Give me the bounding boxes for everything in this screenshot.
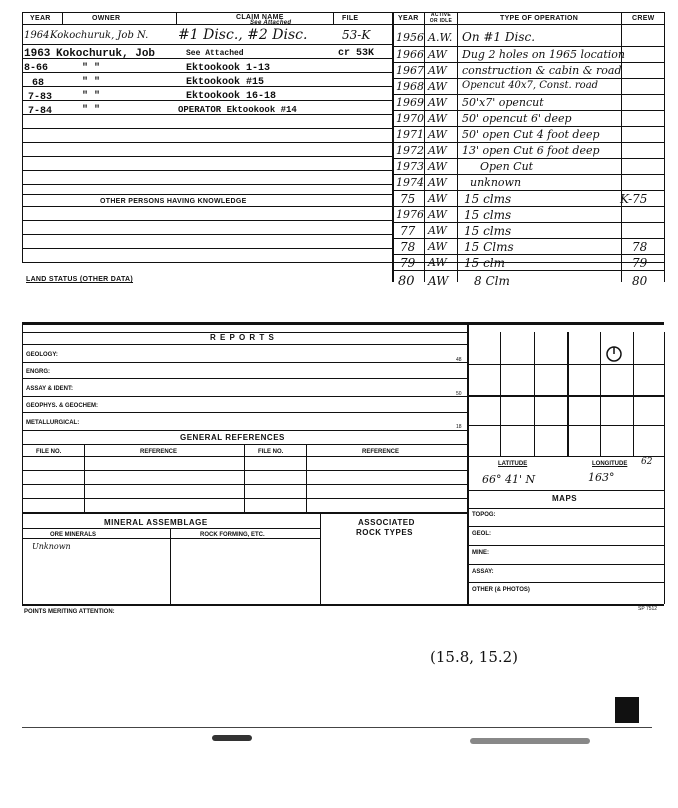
op-type: 15 clms [464, 224, 512, 238]
claim-name: See Attached [186, 49, 244, 58]
scan-smudge [470, 738, 590, 744]
op-type: On #1 Disc. [462, 30, 536, 44]
left-border [22, 322, 23, 604]
claim-stamp: See Attached [250, 20, 292, 26]
row-line [22, 538, 320, 539]
coordinates-note: (15.8, 15.2) [430, 648, 519, 666]
row-line [22, 44, 392, 45]
op-type: unknown [470, 176, 522, 189]
op-type: 15 clms [464, 208, 512, 222]
assay-number: 50 [456, 391, 462, 397]
row-line [392, 94, 664, 95]
associated-label: ASSOCIATED [358, 518, 415, 527]
op-year: 1970 [396, 112, 424, 125]
op-type: 8 Clm [474, 274, 510, 288]
col-line [621, 24, 622, 282]
op-status: AW [428, 96, 447, 109]
mine-label: MINE: [472, 550, 489, 556]
scan-mark [615, 697, 639, 723]
rock-forming-header: ROCK FORMING, ETC. [200, 532, 265, 538]
geophys-label: GEOPHYS. & GEOCHEM: [26, 403, 99, 409]
claim-year: 7-84 [28, 106, 53, 117]
longitude-value: 163° [588, 471, 615, 484]
other-photos-label: OTHER (& PHOTOS) [472, 587, 530, 593]
row-line [392, 62, 664, 63]
op-year: 1956 [396, 31, 424, 44]
op-year: 1973 [396, 160, 424, 173]
row-line [392, 158, 664, 159]
longitude-label: LONGITUDE [592, 461, 628, 467]
op-status: AW [428, 176, 447, 189]
scan-line [22, 727, 652, 728]
op-year: 1966 [396, 48, 424, 61]
mineral-assemblage-title: MINERAL ASSEMBLAGE [104, 518, 208, 527]
points-meriting-label: POINTS MERITING ATTENTION: [24, 609, 115, 615]
assay-map-label: ASSAY: [472, 569, 494, 575]
engrg-label: ENGRG: [26, 369, 50, 375]
row-line [22, 604, 664, 606]
claim-name: Ektookook 1-13 [186, 63, 271, 74]
grid-line [467, 425, 664, 426]
grid-line [567, 332, 569, 456]
claim-owner: " " [82, 91, 101, 102]
row-line [467, 490, 664, 491]
right-border [664, 332, 665, 604]
claim-year: 1964 [24, 30, 50, 41]
op-crew: 80 [632, 274, 648, 288]
col-line [424, 12, 425, 24]
op-year: 1971 [396, 128, 424, 141]
metallurgical-label: METALLURGICAL: [26, 420, 80, 426]
claim-owner: Kokochuruk, Job [56, 48, 156, 60]
col-line [176, 12, 177, 24]
claim-file: 53-K [342, 28, 371, 42]
row-line [392, 254, 664, 255]
op-year: 1967 [396, 64, 424, 77]
op-crew: 79 [632, 256, 648, 270]
col-line [392, 12, 394, 282]
op-status: A.W. [428, 31, 453, 44]
row-line [22, 156, 392, 157]
rock-types-label: ROCK TYPES [356, 528, 414, 537]
row-line [392, 110, 664, 111]
row-line [467, 508, 664, 509]
row-line [392, 142, 664, 143]
op-type: construction & cabin & road [462, 64, 622, 77]
row-line [392, 222, 664, 223]
op-year: 75 [400, 192, 416, 206]
row-line [392, 46, 664, 47]
op-type: 50' open Cut 4 foot deep [462, 128, 600, 141]
reference-header: REFERENCE [140, 449, 178, 455]
reference-header-2: REFERENCE [362, 449, 400, 455]
op-year: 77 [400, 224, 416, 238]
op-status: AW [428, 80, 447, 93]
col-line [457, 24, 458, 282]
left-border [22, 12, 23, 262]
claim-name: Ektookook 16-18 [186, 91, 277, 102]
row-line [392, 190, 664, 191]
op-type: 13' open Cut 6 foot deep [462, 144, 600, 157]
row-line [22, 430, 467, 431]
header-active-idle: ACTIVE OR IDLE [429, 12, 453, 24]
claim-owner: " " [82, 77, 101, 88]
op-status: AW [428, 192, 447, 205]
col-line [457, 12, 458, 24]
row-line [467, 526, 664, 527]
op-status: AW [428, 274, 449, 288]
op-status: AW [428, 256, 447, 269]
land-status-label: LAND STATUS (OTHER DATA) [26, 276, 134, 283]
claim-name: Ektookook #15 [186, 77, 265, 88]
row-line [22, 234, 392, 235]
op-type: 15 clm [464, 256, 506, 270]
form-number: SP 7512 [638, 606, 658, 612]
claim-owner: " " [82, 105, 101, 116]
right-border [664, 12, 665, 282]
op-year: 1968 [396, 80, 424, 93]
grid-line [467, 456, 664, 457]
op-year: 78 [400, 240, 416, 254]
row-line [392, 78, 664, 79]
row-line [22, 396, 467, 397]
row-line [22, 362, 467, 363]
header-year: YEAR [30, 15, 51, 22]
geol-label: GEOL: [472, 531, 491, 537]
latitude-label: LATITUDE [498, 461, 528, 467]
op-status: AW [428, 208, 447, 221]
op-type: 15 Clms [464, 240, 514, 254]
row-line [392, 238, 664, 239]
longitude-extra: 62 [641, 457, 653, 467]
op-status: AW [428, 48, 447, 61]
grid-line [534, 332, 535, 456]
row-line [22, 262, 664, 263]
topog-label: TOPOG: [472, 512, 496, 518]
op-type: Opencut 40x7, Const. road [462, 80, 599, 91]
op-year: 79 [400, 256, 416, 270]
col-line [424, 24, 425, 282]
col-line [621, 12, 622, 24]
reports-title: R E P O R T S [210, 333, 275, 342]
op-status: AW [428, 112, 447, 125]
claim-name: OPERATOR Ektookook #14 [178, 105, 297, 115]
claim-owner: " " [82, 63, 101, 74]
op-status: AW [428, 128, 447, 141]
row-line [392, 206, 664, 207]
op-status: AW [428, 240, 447, 253]
op-year: 1969 [396, 96, 424, 109]
row-line [22, 528, 320, 529]
file-no-header-2: FILE NO. [258, 449, 284, 455]
op-status: AW [428, 224, 447, 237]
col-line [170, 528, 171, 604]
ore-minerals-header: ORE MINERALS [50, 532, 97, 538]
row-line [22, 184, 392, 185]
header-year2: YEAR [398, 15, 419, 22]
header-owner: OWNER [92, 15, 121, 22]
header-type-of-operation: TYPE OF OPERATION [500, 15, 579, 22]
col-line [320, 512, 321, 604]
grid-line [467, 364, 664, 365]
section-divider [22, 322, 664, 325]
location-marker-icon [604, 344, 624, 364]
claim-owner: Kokochuruk, Job N. [50, 30, 149, 41]
header-claim-name: CLAIM NAME [236, 14, 284, 21]
op-status: AW [428, 160, 447, 173]
row-line [392, 174, 664, 175]
op-type: 50'x7' opencut [462, 96, 544, 109]
file-no-header: FILE NO. [36, 449, 62, 455]
op-year: 1972 [396, 144, 424, 157]
header-crew: CREW [632, 15, 655, 22]
row-line [22, 170, 392, 171]
grid-line [633, 332, 634, 456]
row-line [22, 248, 392, 249]
col-line [244, 444, 245, 512]
claim-year: 1963 [24, 48, 51, 60]
op-status: AW [428, 144, 447, 157]
claim-year: 8-66 [24, 63, 49, 74]
claim-file: cr 53K [338, 48, 375, 59]
header-divider [22, 24, 664, 25]
row-line [392, 270, 664, 271]
geology-number: 48 [456, 357, 462, 363]
op-crew: K-75 [620, 192, 648, 206]
maps-title: MAPS [552, 494, 578, 503]
col-line [306, 444, 307, 512]
op-year: 1974 [396, 176, 424, 189]
other-persons-label: OTHER PERSONS HAVING KNOWLEDGE [100, 198, 247, 205]
col-line [84, 444, 85, 512]
op-type: 50' opencut 6' deep [462, 112, 572, 125]
claim-name: #1 Disc., #2 Disc. [178, 27, 308, 43]
ore-value: Unknown [32, 542, 71, 551]
assay-label: ASSAY & IDENT: [26, 386, 74, 392]
row-line [392, 126, 664, 127]
claim-year: 68 [32, 78, 45, 89]
op-type: Dug 2 holes on 1965 location [462, 48, 626, 61]
op-status: AW [428, 64, 447, 77]
col-line [62, 12, 63, 24]
col-line [333, 12, 334, 24]
row-line [22, 344, 467, 345]
row-line [22, 220, 392, 221]
op-type: Open Cut [480, 160, 534, 173]
grid-line [600, 332, 601, 456]
latitude-value: 66° 41' N [482, 473, 536, 486]
row-line [467, 545, 664, 546]
scan-smudge [212, 735, 252, 741]
op-type: 15 clms [464, 192, 512, 206]
row-line [22, 194, 392, 195]
claim-year: 7-83 [28, 92, 53, 103]
header-file: FILE [342, 15, 359, 22]
row-line [22, 378, 467, 379]
top-border [22, 12, 664, 13]
general-references-title: GENERAL REFERENCES [180, 433, 285, 442]
row-line [22, 128, 392, 129]
row-line [22, 512, 467, 514]
geology-label: GEOLOGY: [26, 352, 58, 358]
op-crew: 78 [632, 240, 648, 254]
row-line [22, 206, 392, 207]
row-line [467, 582, 664, 583]
row-line [22, 142, 392, 143]
row-line [467, 564, 664, 565]
grid-line [500, 332, 501, 456]
op-year: 80 [398, 274, 415, 289]
grid-line [467, 395, 664, 397]
metallurgical-number: 18 [456, 424, 462, 430]
op-year: 1976 [396, 208, 424, 221]
row-line [22, 412, 467, 413]
